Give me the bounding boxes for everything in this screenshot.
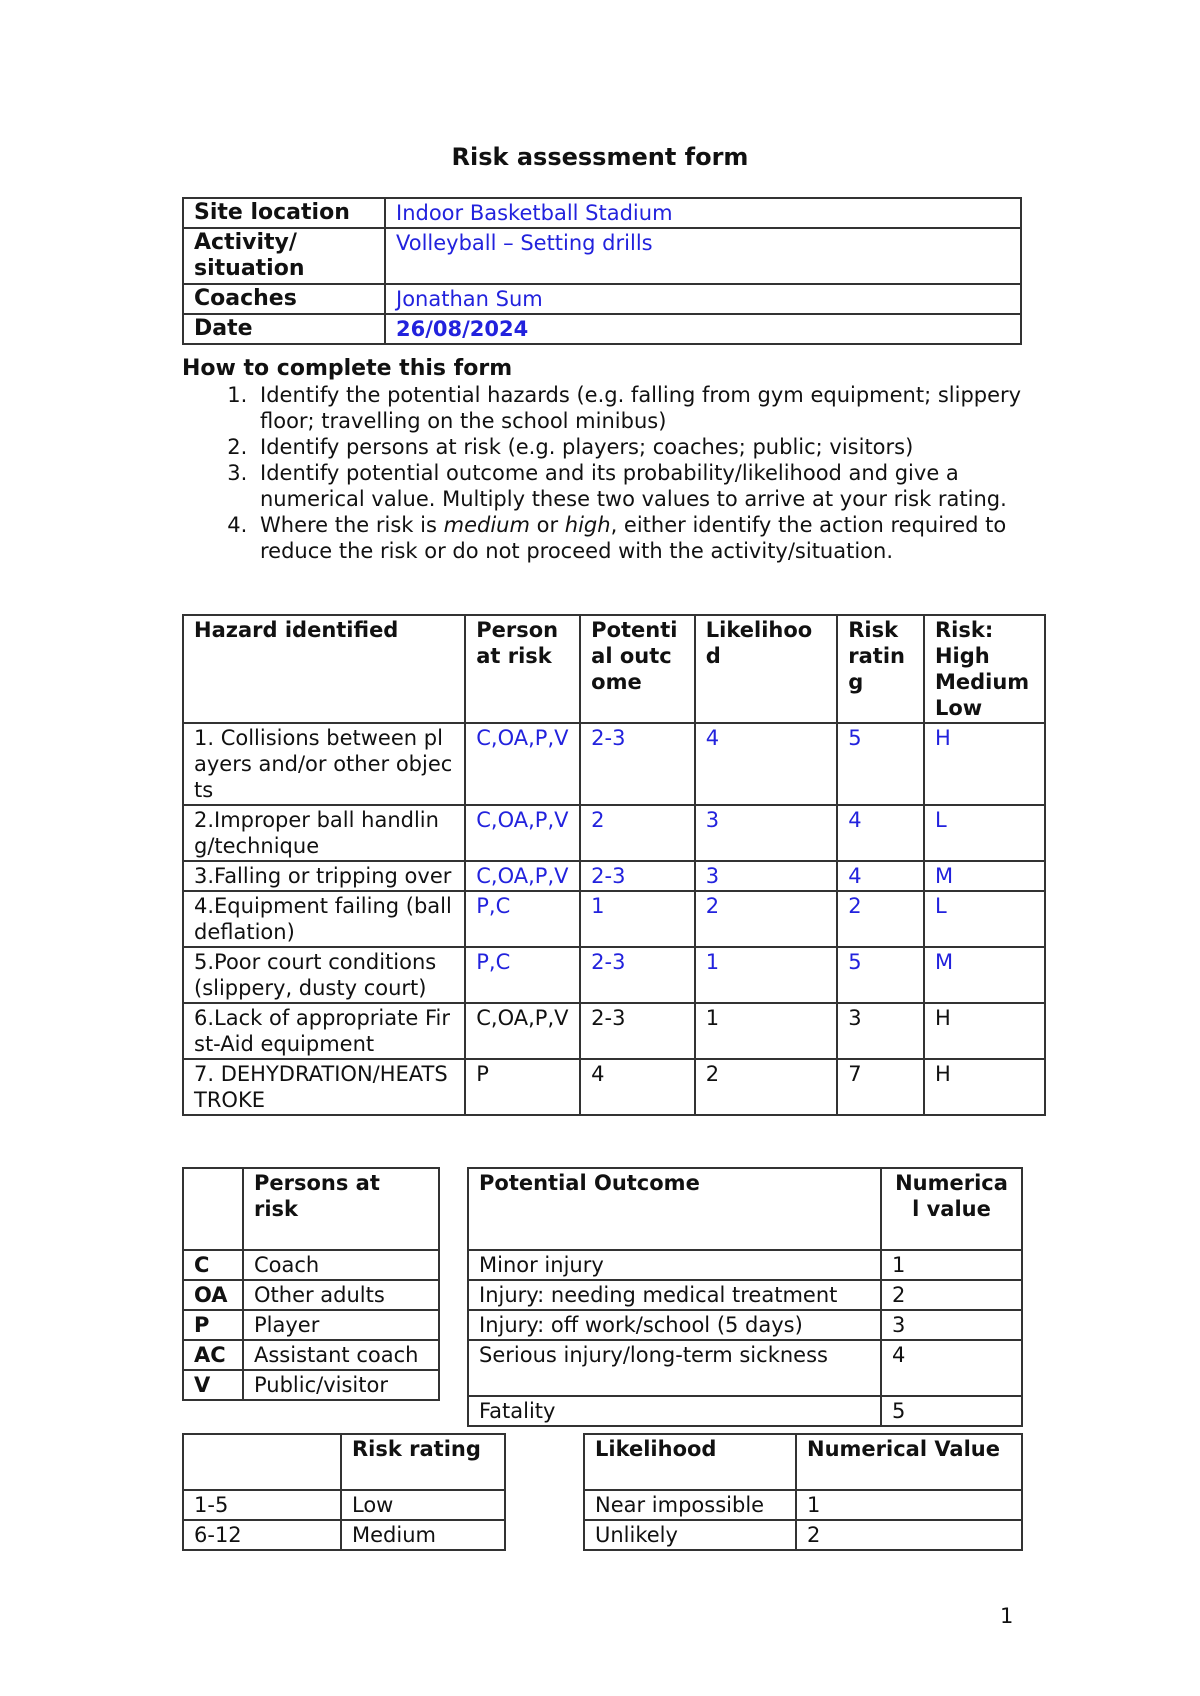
persons-header: Persons at risk bbox=[243, 1168, 439, 1250]
level-cell: M bbox=[924, 947, 1045, 1003]
likelihood-value-header: Numerical Value bbox=[796, 1434, 1022, 1490]
outcome-key-table bbox=[467, 1167, 1023, 1427]
table-row bbox=[584, 1490, 1022, 1520]
table-row bbox=[183, 1434, 505, 1490]
table-row bbox=[468, 1340, 1022, 1396]
blank-cell bbox=[183, 1168, 243, 1250]
table-row bbox=[183, 1250, 439, 1280]
likelihood-cell: 4 bbox=[695, 723, 837, 805]
table-row bbox=[183, 314, 1021, 344]
page-number: 1 bbox=[1000, 1604, 1014, 1628]
likelihood-cell: 3 bbox=[695, 861, 837, 891]
likelihood-cell: 2 bbox=[695, 891, 837, 947]
table-row bbox=[468, 1396, 1022, 1426]
person-code: OA bbox=[183, 1280, 243, 1310]
person-cell: P,C bbox=[465, 891, 580, 947]
person-cell: C,OA,P,V bbox=[465, 861, 580, 891]
instructions-heading: How to complete this form bbox=[182, 356, 513, 381]
outcome-value: 3 bbox=[881, 1310, 1022, 1340]
likelihood-cell: 3 bbox=[695, 805, 837, 861]
hazard-cell: 5.Poor court conditions (slippery, dusty court) bbox=[183, 947, 465, 1003]
likelihood-label: Near impossible bbox=[584, 1490, 796, 1520]
rating-cell: 2 bbox=[837, 891, 924, 947]
instruction-step: 2. Identify persons at risk (e.g. players; coaches; public; visitors) bbox=[254, 434, 1042, 460]
hazard-cell: 3.Falling or tripping over bbox=[183, 861, 465, 891]
rating-header: Risk rating bbox=[341, 1434, 505, 1490]
table-row bbox=[183, 1310, 439, 1340]
risk-rating-table bbox=[182, 1433, 506, 1551]
rating-cell: 3 bbox=[837, 1003, 924, 1059]
likelihood-value: 2 bbox=[796, 1520, 1022, 1550]
instruction-step: 3. Identify potential outcome and its probability/likelihood and give a numerical value. Multiply these two values to arrive at your risk rating. bbox=[254, 460, 1042, 512]
col-level: Risk: High Medium Low bbox=[924, 615, 1045, 723]
table-row bbox=[584, 1520, 1022, 1550]
table-row bbox=[183, 1370, 439, 1400]
table-row bbox=[183, 228, 1021, 284]
person-label: Player bbox=[243, 1310, 439, 1340]
table-row bbox=[183, 1280, 439, 1310]
person-cell: P bbox=[465, 1059, 580, 1115]
instructions bbox=[182, 356, 1042, 564]
table-row bbox=[468, 1250, 1022, 1280]
hazard-cell: 4.Equipment failing (ball deflation) bbox=[183, 891, 465, 947]
outcome-label: Serious injury/long-term sickness bbox=[468, 1340, 881, 1396]
person-code: AC bbox=[183, 1340, 243, 1370]
site-value: Indoor Basketball Stadium bbox=[385, 198, 1021, 228]
outcome-label: Minor injury bbox=[468, 1250, 881, 1280]
rating-cell: 5 bbox=[837, 947, 924, 1003]
table-row bbox=[183, 861, 1045, 891]
table-row bbox=[183, 723, 1045, 805]
outcome-value: 5 bbox=[881, 1396, 1022, 1426]
rating-cell: 5 bbox=[837, 723, 924, 805]
col-outcome: Potential outcome bbox=[580, 615, 695, 723]
table-row bbox=[183, 891, 1045, 947]
rating-label: Low bbox=[341, 1490, 505, 1520]
page-title: Risk assessment form bbox=[451, 143, 749, 171]
level-cell: H bbox=[924, 1059, 1045, 1115]
date-label: Date bbox=[183, 314, 385, 344]
table-row bbox=[183, 1168, 439, 1250]
person-label: Assistant coach bbox=[243, 1340, 439, 1370]
table-row bbox=[468, 1280, 1022, 1310]
likelihood-cell: 1 bbox=[695, 1003, 837, 1059]
rating-cell: 4 bbox=[837, 805, 924, 861]
hazard-table bbox=[182, 614, 1046, 1116]
hazard-cell: 7. DEHYDRATION/HEATSTROKE bbox=[183, 1059, 465, 1115]
likelihood-value: 1 bbox=[796, 1490, 1022, 1520]
likelihood-cell: 1 bbox=[695, 947, 837, 1003]
outcome-cell: 2-3 bbox=[580, 723, 695, 805]
col-rating: Risk rating bbox=[837, 615, 924, 723]
activity-label: Activity/ situation bbox=[183, 228, 385, 284]
table-row bbox=[183, 284, 1021, 314]
persons-key-table bbox=[182, 1167, 440, 1401]
coaches-value: Jonathan Sum bbox=[385, 284, 1021, 314]
person-cell: C,OA,P,V bbox=[465, 723, 580, 805]
col-likelihood: Likelihood bbox=[695, 615, 837, 723]
outcome-label: Injury: needing medical treatment bbox=[468, 1280, 881, 1310]
likelihood-cell: 2 bbox=[695, 1059, 837, 1115]
activity-value: Volleyball – Setting drills bbox=[385, 228, 1021, 284]
outcome-label: Injury: off work/school (5 days) bbox=[468, 1310, 881, 1340]
outcome-header: Potential Outcome bbox=[468, 1168, 881, 1250]
level-cell: M bbox=[924, 861, 1045, 891]
table-row bbox=[183, 1520, 505, 1550]
table-row bbox=[183, 1059, 1045, 1115]
blank-cell bbox=[183, 1434, 341, 1490]
likelihood-table bbox=[583, 1433, 1023, 1551]
person-code: V bbox=[183, 1370, 243, 1400]
coaches-label: Coaches bbox=[183, 284, 385, 314]
table-row bbox=[183, 805, 1045, 861]
rating-label: Medium bbox=[341, 1520, 505, 1550]
outcome-cell: 2 bbox=[580, 805, 695, 861]
instruction-step: 1. Identify the potential hazards (e.g. falling from gym equipment; slippery floor; travelling on the school minibus) bbox=[254, 382, 1042, 434]
likelihood-label: Unlikely bbox=[584, 1520, 796, 1550]
rating-range: 1-5 bbox=[183, 1490, 341, 1520]
outcome-label: Fatality bbox=[468, 1396, 881, 1426]
person-label: Coach bbox=[243, 1250, 439, 1280]
instructions-list bbox=[182, 382, 1042, 564]
likelihood-header: Likelihood bbox=[584, 1434, 796, 1490]
level-cell: L bbox=[924, 891, 1045, 947]
table-row bbox=[183, 1003, 1045, 1059]
person-cell: C,OA,P,V bbox=[465, 805, 580, 861]
outcome-cell: 4 bbox=[580, 1059, 695, 1115]
person-code: P bbox=[183, 1310, 243, 1340]
outcome-cell: 2-3 bbox=[580, 861, 695, 891]
numerical-value-header: Numerical value bbox=[881, 1168, 1022, 1250]
person-label: Public/visitor bbox=[243, 1370, 439, 1400]
level-cell: L bbox=[924, 805, 1045, 861]
outcome-value: 4 bbox=[881, 1340, 1022, 1396]
table-row bbox=[183, 1490, 505, 1520]
hazard-cell: 2.Improper ball handling/technique bbox=[183, 805, 465, 861]
outcome-cell: 2-3 bbox=[580, 1003, 695, 1059]
rating-cell: 7 bbox=[837, 1059, 924, 1115]
outcome-value: 2 bbox=[881, 1280, 1022, 1310]
hazard-header-row bbox=[183, 615, 1045, 723]
table-row bbox=[183, 198, 1021, 228]
table-row bbox=[183, 1340, 439, 1370]
rating-cell: 4 bbox=[837, 861, 924, 891]
date-value: 26/08/2024 bbox=[385, 314, 1021, 344]
person-code: C bbox=[183, 1250, 243, 1280]
table-row bbox=[183, 947, 1045, 1003]
outcome-cell: 2-3 bbox=[580, 947, 695, 1003]
rating-range: 6-12 bbox=[183, 1520, 341, 1550]
person-label: Other adults bbox=[243, 1280, 439, 1310]
table-row bbox=[468, 1310, 1022, 1340]
hazard-cell: 6.Lack of appropriate First-Aid equipment bbox=[183, 1003, 465, 1059]
site-info-table bbox=[182, 197, 1022, 345]
outcome-value: 1 bbox=[881, 1250, 1022, 1280]
table-row bbox=[468, 1168, 1022, 1250]
col-person: Person at risk bbox=[465, 615, 580, 723]
table-row bbox=[584, 1434, 1022, 1490]
instruction-step: 4. Where the risk is medium or high, either identify the action required to reduce the risk or do not proceed with the activity/situation. bbox=[254, 512, 1042, 564]
person-cell: P,C bbox=[465, 947, 580, 1003]
hazard-cell: 1. Collisions between players and/or other objects bbox=[183, 723, 465, 805]
level-cell: H bbox=[924, 1003, 1045, 1059]
person-cell: C,OA,P,V bbox=[465, 1003, 580, 1059]
site-label: Site location bbox=[183, 198, 385, 228]
outcome-cell: 1 bbox=[580, 891, 695, 947]
level-cell: H bbox=[924, 723, 1045, 805]
col-hazard: Hazard identified bbox=[183, 615, 465, 723]
